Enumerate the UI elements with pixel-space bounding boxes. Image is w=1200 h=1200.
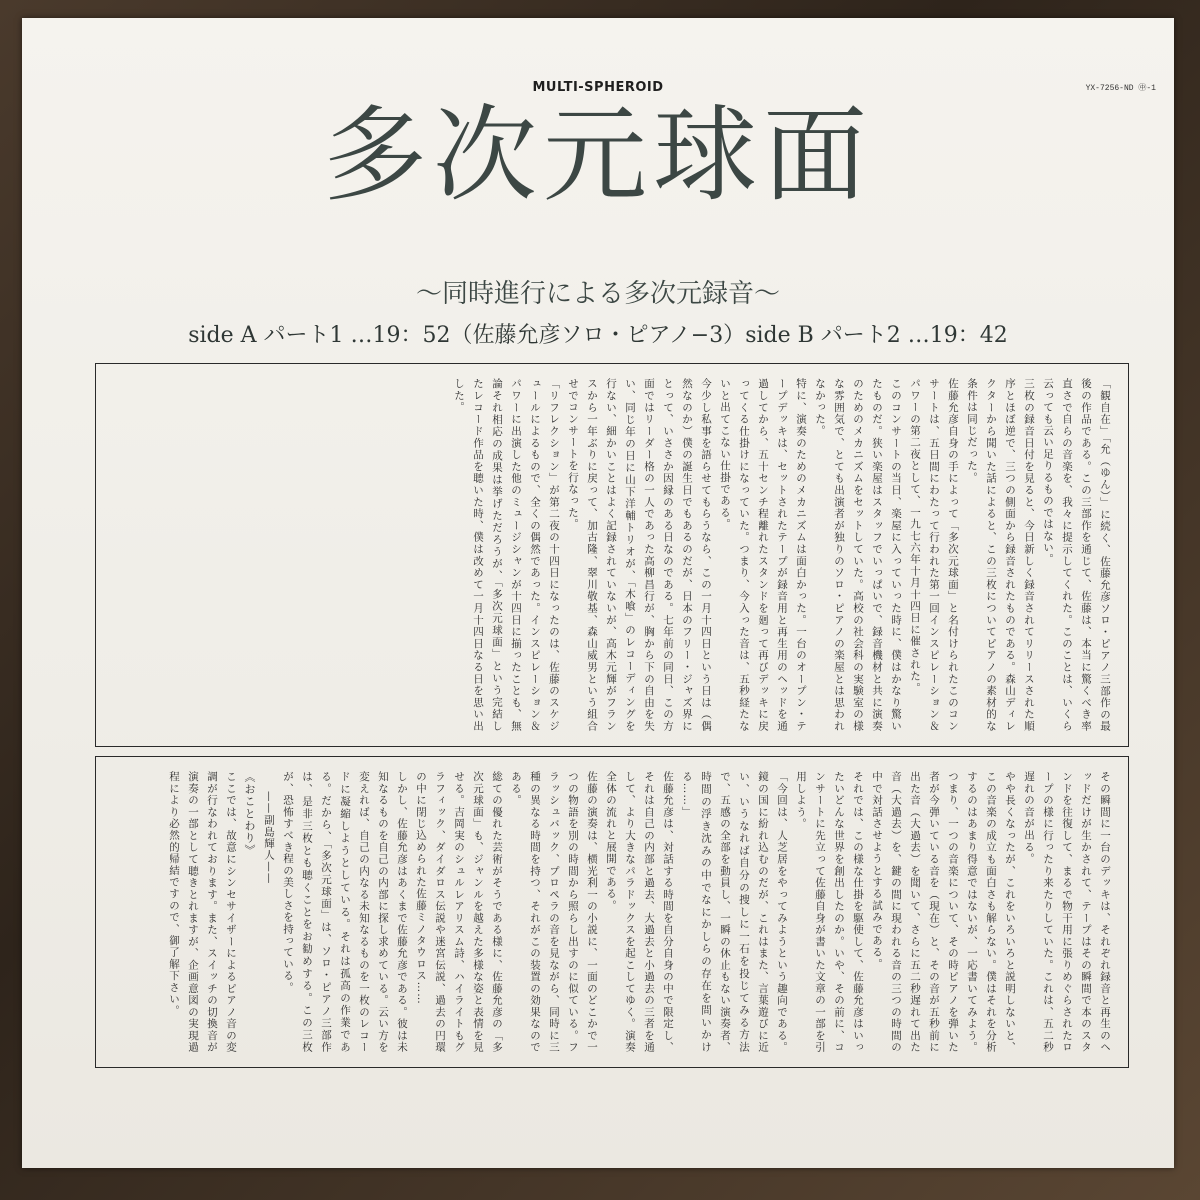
essay-text-lower [110,771,1114,1053]
essay-box-upper [95,363,1129,747]
essay-paragraph: 「今回は、人芝居をやってみようという趣向である。鏡の国に紛れ込むのだが、これはまた、言葉遊びに近い、いうなれば自分の捜しに一石を投じてみる方法で、五感の全部を動員し、一瞬の休止もない演奏者、時間の浮き沈みの中でなにかしらの存在を問いかける……」 [681,771,788,1053]
essay-paragraph: やや長くなったが、これをいろいろと説明しないと、この音楽の成立も面白さも解らない。僕はそれを分析するのはあまり得意ではないが、一応書いてみよう。つまり、一つの音楽について、その時ピアノを弾いた者が今弾いている音を（現在）と、その音が五秒前に出た音（大過去）を聞いて、さらに五二秒遅れて出た音（大過去）を、鍵の間に現われる音の三つの時間の中で対話させようとする試みである。 [871,771,1016,1053]
essay-paragraph: その瞬間に一台のデッキは、それぞれ録音と再生のヘッドだけが生かされて、テープはその瞬間で本のスタンドを往復して、まるで物干用に張りめぐらされたロープの様に行ったり来たりしていた。これは、五二秒遅れの音が出る。 [1023,771,1111,1053]
essay-paragraph: 特に、演奏のためのメカニズムは面白かった。一台のオープン・テープデッキは、セットされたテープが録音用と再生用のヘッドを通過してから、五十センチ程離れたスタンドを廻って再びデッキに戻ってくる仕掛けになっていた。つまり、今入った音は、五秒経たないと出てこない仕掛である。 [719,378,807,732]
essay-paragraph: 三枚の録音日付を見ると、今日新しく録音されてリリースされた順序とほぼ逆で、三つの側面から録音されたものである。森山ディレクターから聞いた話によると、この三枚についてピアノの素材的な条件は同じだった。 [966,378,1035,732]
essay-paragraph: 佐藤允彦は、対話する時間を自分自身の中で限定し、それは自己の内部と過去、大過去と小過去の三者を通して、より大きなパラドックスを起こしてゆく。演奏全体の流れと展開である。 [605,771,674,1053]
essay-paragraph: 総ての優れた芸術がそうである様に、佐藤允彦の「多次元球面」も、ジャンルを越えた多様な姿と表情を見せる。吉岡実のシュルレアリスム詩、ハイライトもグラフィック、ダイダロス伝説や迷宮伝説、過去の円環の中に閉じ込められた佐藤ミノタウロス…… [415,771,503,1053]
notice-body: ここでは、故意にシンセサイザーによるピアノ音の変調が行なわれております。また、スイッチの切換音が演奏の一部として聴きとれますが、企画意図の実現過程により必然的帰結ですので、御了解下さい。 [168,771,237,1053]
catalog-number: YX-7256-ND ㊥-1 [1085,84,1156,93]
essay-box-lower [95,756,1129,1068]
notice-heading: 《おことわり》 [243,771,256,857]
essay-paragraph: 「観自在」「允（ゆん）」に続く、佐藤允彦ソロ・ピアノ三部作の最後の作品である。この三部作を通じて、佐藤は、本当に驚くべき率直さで自らの音楽を、我々に提示してくれた。このことは、いくら云っても云い足りるものではない。 [1042,378,1111,732]
liner-notes-sheet [22,18,1174,1168]
essay-paragraph: このコンサートの当日、楽屋に入っていった時に、僕はかなり驚いたものだ。狭い楽屋はスタッフでいっぱいで、録音機材と共に演奏のためのメカニズムをセットしていた。高校の社会科の実験室の様な雰囲気で、とても出演者が独りのソロ・ピアノの楽屋とは思われなかった。 [814,378,902,732]
album-title: 多次元球面 [322,94,873,216]
essay-paragraph: 今少し私事を語らせてもらうなら、この一月十四日という日は（偶然なのか）僕の誕生日でもあるのだが、日本のフリー・ジャズ界にとって、いささか因縁のある日なのである。七年前の同日、この方面ではリーダー格の一人であった高柳昌行が、胸から下の自由を失い、同じ年の日に山下洋輔トリオが、「木喰」のレコーディングを行ない、細かいことはよく記録されていないが、高木元輝がフランスから一年ぶりに戻って、加古隆、翠川敬基、森山威男という組合せでコンサートを行なった。 [567,378,712,732]
essay-paragraph: 佐藤允彦自身の手によって「多次元球面」と名付けられたこのコンサートは、五日間にわたって行われた第一回インスピレーション＆パワーの第二夜として、一九七六年十月十四日に催された。 [909,378,959,732]
essay-paragraph: しかし、佐藤允彦はあくまで佐藤允彦である。彼は未知なるものを自己の内部に探し求めている。云い方を変えれば、自己の内なる未知なるものを一枚のレコードに凝縮しようとしている。それは孤高の作業である。だから、「多次元球面」は、ソロ・ピアノ三部作は、是非三枚とも聴くことをお勧めする。この三枚が、恐怖すべき程の美しさを持っている。 [282,771,408,1053]
essay-text-upper [110,378,1114,732]
essay-paragraph: 「リフレクション」が第二夜の十四日になったのは、佐藤のスケジュールによるもので、全くの偶然であった。インスピレーション＆パワーに出演した他のミュージシャンが十四日に揃ったことも、無論それ相応の成果は挙げただろうが、「多次元球面」という完結したレコード作品を聴いた時、僕は改めて一月十四日なる日を思い出した。 [453,378,560,732]
track-listing: side A パート1 …19：52（佐藤允彦ソロ・ピアノ−3）side B パート2 …19：42 [188,323,1008,348]
brand-label: MULTI-SPHEROID [532,80,664,95]
author-signature: ——副島輝人—— [263,791,275,885]
album-subtitle: 〜同時進行による多次元録音〜 [415,279,780,309]
essay-paragraph: 佐藤の演奏は、横光利一の小説に、一面のどこかで一つの物語を別の時間から照らし出すのに似ている。フラッシュバック、プロペラの音を見ながら、同時に三種の異なる時間を持つ、それがこの装置の効果なのである。 [510,771,598,1053]
essay-paragraph: それでは、この様な仕掛を駆使して、佐藤允彦はいったいどんな世界を創出したのか。いや、その前に、コンサートに先立って佐藤自身が書いた文章の一部を引用しよう。 [795,771,864,1053]
